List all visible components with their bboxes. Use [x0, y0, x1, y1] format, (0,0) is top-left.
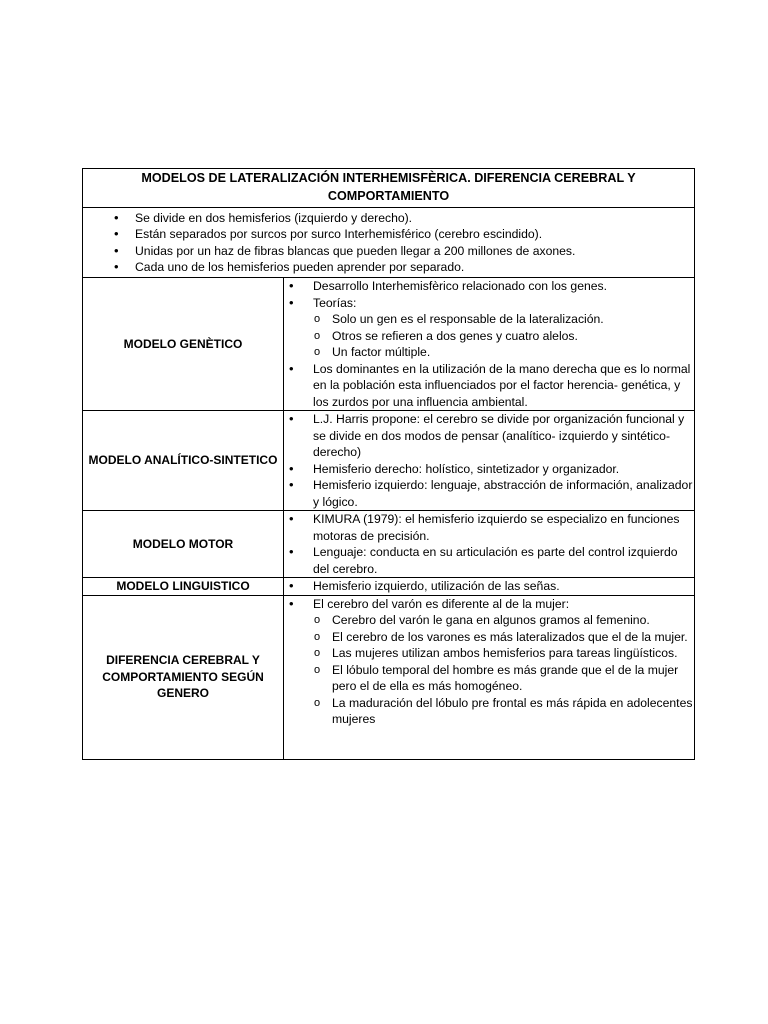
analitico-list [284, 411, 694, 510]
list-item: • Hemisferio derecho: holístico, sintetizador y organizador. [284, 461, 694, 478]
intro-item: • Se divide en dos hemisferios (izquierdo y derecho). [83, 210, 694, 227]
list-item-text: El cerebro del varón es diferente al de la mujer: [313, 596, 570, 611]
list-item: • KIMURA (1979): el hemisferio izquierdo se especializo en funciones motoras de precisión. [284, 511, 694, 544]
model-name-analitico: MODELO ANALÍTICO-SINTETICO [83, 411, 284, 511]
sub-item: o Un factor múltiple. [313, 344, 694, 361]
intro-list [83, 210, 694, 276]
model-name-genetico: MODELO GENÈTICO [83, 278, 284, 411]
motor-list [284, 511, 694, 577]
list-item [284, 596, 694, 728]
list-item: • Hemisferio izquierdo: lenguaje, abstracción de información, analizador y lógico. [284, 477, 694, 510]
model-detail-linguistico [284, 578, 695, 596]
list-item: • Lenguaje: conducta en su articulación es parte del control izquierdo del cerebro. [284, 544, 694, 577]
models-table [82, 168, 695, 760]
model-detail-motor [284, 511, 695, 578]
model-name-genero: DIFERENCIA CEREBRAL Y COMPORTAMIENTO SEGÚN GENERO [83, 595, 284, 759]
genero-list [284, 596, 694, 728]
intro-item: • Cada uno de los hemisferios pueden aprender por separado. [83, 259, 694, 276]
sub-item: o Solo un gen es el responsable de la lateralización. [313, 311, 694, 328]
sub-item: o El cerebro de los varones es más lateralizados que el de la mujer. [313, 629, 694, 646]
model-detail-genetico [284, 278, 695, 411]
linguistico-list [284, 578, 694, 595]
sub-item: o El lóbulo temporal del hombre es más grande que el de la mujer pero el de ella es más homogéneo. [313, 662, 694, 695]
sub-list [313, 311, 694, 361]
intro-cell [83, 208, 695, 278]
model-name-linguistico: MODELO LINGUISTICO [83, 578, 284, 596]
table-title: MODELOS DE LATERALIZACIÓN INTERHEMISFÈRICA. DIFERENCIA CEREBRAL Y COMPORTAMIENTO [83, 169, 695, 208]
model-name-motor: MODELO MOTOR [83, 511, 284, 578]
model-detail-genero [284, 595, 695, 759]
sub-list [313, 612, 694, 728]
list-item-text: Teorías: [313, 295, 357, 310]
list-item: • L.J. Harris propone: el cerebro se divide por organización funcional y se divide en dos modos de pensar (analítico- izquierdo y sintético- derecho) [284, 411, 694, 461]
list-item: • Desarrollo Interhemisfèrico relacionado con los genes. [284, 278, 694, 295]
sub-item: o Cerebro del varón le gana en algunos gramos al femenino. [313, 612, 694, 629]
model-detail-analitico [284, 411, 695, 511]
sub-item: o Las mujeres utilizan ambos hemisferios para tareas lingüísticos. [313, 645, 694, 662]
list-item: • Hemisferio izquierdo, utilización de las señas. [284, 578, 694, 595]
list-item [284, 295, 694, 361]
sub-item: o Otros se refieren a dos genes y cuatro alelos. [313, 328, 694, 345]
genetico-list [284, 278, 694, 410]
intro-item: • Están separados por surcos por surco Interhemisférico (cerebro escindido). [83, 226, 694, 243]
sub-item: o La maduración del lóbulo pre frontal es más rápida en adolecentes mujeres [313, 695, 694, 728]
list-item: • Los dominantes en la utilización de la mano derecha que es lo normal en la población esta influenciados por el factor herencia- genética, y los zurdos por una influencia ambiental. [284, 361, 694, 411]
intro-item: • Unidas por un haz de fibras blancas que pueden llegar a 200 millones de axones. [83, 243, 694, 260]
